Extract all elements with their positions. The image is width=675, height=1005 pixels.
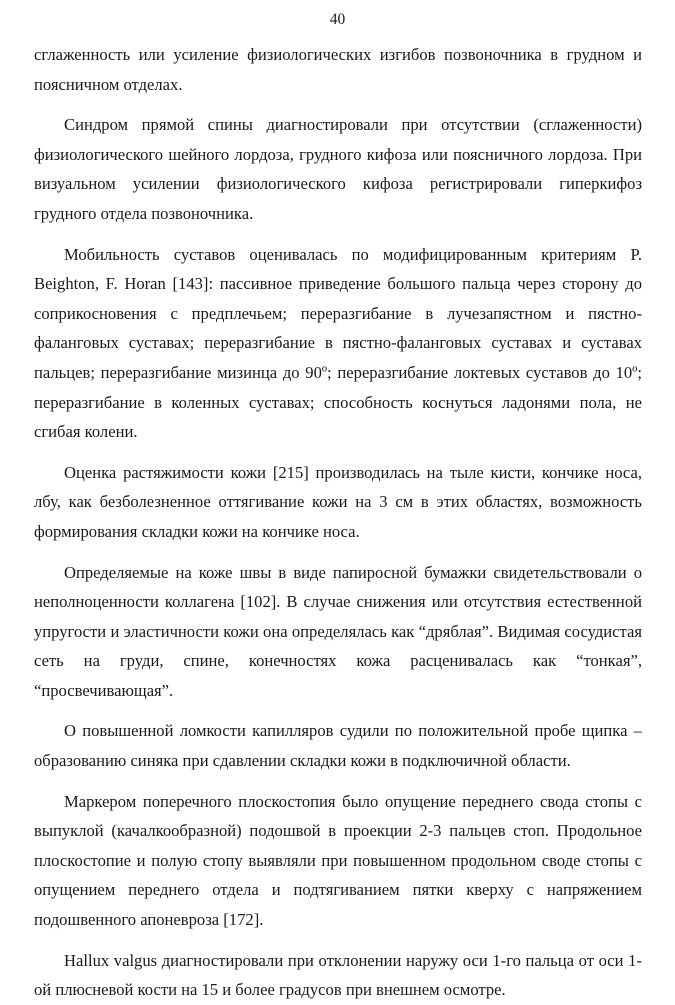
paragraph-skin-extensibility: Оценка растяжимости кожи [215] производилась на тыле кисти, кончике носа, лбу, как безболезненное оттягивание кожи на 3 см в этих областях, возможность формирования складки кожи на кончике носа. bbox=[34, 462, 642, 541]
paragraph-skin-scars: Определяемые на коже швы в виде папиросной бумажки свидетельствовали о неполноценности коллагена [102]. В случае снижения или отсутствия естественной упругости и эластичности кожи она определялась как “дряблая”. Видимая сосудистая сеть на груди, спине, конечностях кожа расценивалась как “тонкая”, “просвечивающая”. bbox=[34, 562, 642, 700]
page-body bbox=[34, 40, 642, 1005]
paragraph-joint-mobility: Мобильность суставов оценивалась по модифицированным критериям P. Beighton, F. Horan [143]: пассивное приведение большого пальца через сторону до соприкосновения с предплечьем; переразгибание в лучезапястном и пястно-фаланговых суставах; переразгибание в пястно-фаланговых суставах и суставах пальцев; переразгибание мизинца до 90º; переразгибание локтевых суставов до 10º; переразгибание в коленных суставах; способность коснуться ладонями пола, не сгибая колени. bbox=[34, 244, 642, 442]
paragraph-flatfoot: Маркером поперечного плоскостопия было опущение переднего свода стопы с выпуклой (качалкообразной) подошвой в проекции 2-3 пальцев стоп. Продольное плоскостопие и полую стопу выявляли при повышенном продольном своде стопы с опущением переднего отдела и подтягиванием пятки кверху с напряжением подошвенного апоневроза [172]. bbox=[34, 791, 642, 930]
paragraph-straight-back-syndrome: Синдром прямой спины диагностировали при отсутствии (сглаженности) физиологического шейного лордоза, грудного кифоза или поясничного лордоза. При визуальном усилении физиологического кифоза регистрировали гиперкифоз грудного отдела позвоночника. bbox=[34, 115, 642, 223]
page-number: 40 bbox=[329, 11, 346, 28]
paragraph-capillary-fragility: О повышенной ломкости капилляров судили по положительной пробе щипка – образованию синяка при сдавлении складки кожи в подключичной области. bbox=[34, 721, 642, 771]
paragraph-continuation: сглаженность или усиление физиологических изгибов позвоночника в грудном и поясничном отделах. bbox=[34, 45, 642, 94]
paragraph-hallux-valgus: Hallux valgus диагностировали при отклонении наружу оси 1-го пальца от оси 1-ой плюсневой кости на 15 и более градусов при внешнем осмотре. bbox=[34, 950, 642, 1000]
